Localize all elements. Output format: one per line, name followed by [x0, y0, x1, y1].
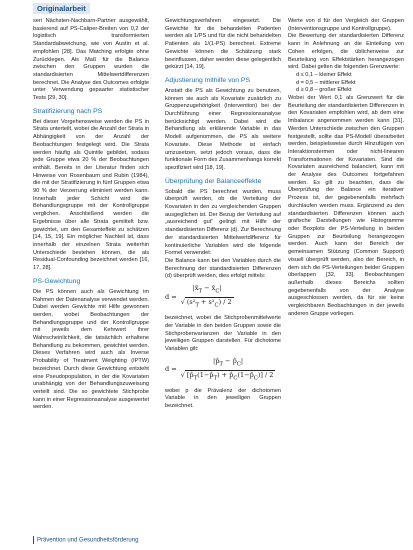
- paragraph: Werte von d für den Vergleich der Gruppen (Interventionsgruppe und Kontrollgruppe).: [288, 18, 404, 32]
- list-item: d = 0,5 – mittlerer Effekt: [296, 79, 356, 86]
- paragraph: bezeichnet, wobei die Stichprobenmittelwerte der Variable in den beiden Gruppen sowie die Stichprobenvarianzen der Variable in den jeweiligen Gruppen darstellen. Für dichotome Variablen gilt:: [165, 315, 281, 352]
- section-heading: PS-Gewichtung: [33, 277, 81, 285]
- column-3: [288, 18, 404, 318]
- paragraph: Wobei der Wert 0,1 als Grenzwert für die Beurteilung der standardisierten Differenzen in den Kovariaten empfohlen wird, ab dem eine Imbalance angenommen werden kann [31]. Werden Unterschiede zwischen den Gruppen festgestellt, sollte das PS-Modell überarbeitet werden, beispielsweise durch Hinzufügen von Interaktionstermen oder nicht-linearen Transformationen der Kovariaten. Sind die Kovariaten ausreichend balanciert, kann mit der Analyse des Outcomes fortgefahren werden. Es gilt zu beachten, dass die Überprüfung der Balance ein iterativer Prozess ist, der gegebenenfalls mehrfach durchlaufen werden muss. Ergänzend zu den standardisierten Differenzen können auch grafische Darstellungen wie Histogramme oder Boxplots der PS-Verteilung in beiden Gruppen zur Beurteilung herangezogen werden. Auch kann der Bereich der gemeinsamen Stützung (Common Support) visuell überprüft werden, also der Bereich, in dem sich die PS-Verteilungen beider Gruppen überlappen [32, 33]. Beobachtungen außerhalb dieses Bereichs sollten gegebenenfalls von der Analyse ausgeschlossen werden, da für sie keine vergleichbaren Beobachtungen in der jeweils anderen Gruppe vorliegen.: [288, 95, 404, 317]
- formula-dichotomous: d = $\frac{|p̂_T - p̂_C|}{√ [p̂_T(1-p̂_T) + p̂_C(1-p̂_C)] / 2}$: [165, 356, 274, 381]
- paragraph: Bei dieser Vorgehensweise werden die PS in Strata unterteilt, wobei die Anzahl der Strata in Abhängigkeit von der Anzahl der Beobachtungen festgelegt wird. Die Strata werden häufig als Quintile gebildet, sodass jede Gruppe etwa 20 % der Beobachtungen enthält. Bereits in der Literatur finden sich Hinweise von Rosenbaum und Rubin (1984), die mit der Stratifizierung in fünf Gruppen etwa 90 % der Verzerrung eliminiert werden kann. Innerhalb jeder Schicht wird die Behandlungsgruppe mit der Kontrollgruppe verglichen. Anschließend werden die Ergebnisse über alle Strata gemittelt bzw. gewichtet, um den Gesamteffekt zu schätzen [14, 15, 19]. Ein möglicher Nachteil ist, dass innerhalb der einzelnen Strata weiterhin Unterschiede bestehen können, die als Residual-Confounding bezeichnet werden [16, 17, 28].: [33, 118, 149, 272]
- paragraph: wobei p die Prävalenz der dichotomen Variable in den jeweiligen Gruppen bezeichnet.: [165, 387, 281, 410]
- effect-size-list: [288, 72, 404, 95]
- section-heading: Stratifizierung nach PS: [33, 107, 103, 115]
- formula-continuous: d = $\frac{|x̄_T - x̄_C|}{√ (s^2_T + s^2_C) / 2}$: [165, 284, 232, 309]
- paragraph: Anstatt die PS als Gewichtung zu benutzen, können sie auch als Kovariate zusätzlich zu Gruppenzugehörigkeit (Intervention) bei der Durchführung einer Regressionsanalyse berücksichtigt werden. Dabei wird die Behandlung als erklärende Variable in das Modell aufgenommen, die PS als weitere Kovariate. Diese Methode ist einfach umzusetzen, setzt jedoch voraus, dass die funktionale Form des Zusammenhangs korrekt spezifiziert wird [18, 19].: [165, 87, 281, 171]
- paragraph: Die Balance kann bei den Variablen durch die Berechnung der standardisierten Differenzen (d) überprüft werden, dies erfolgt mittels:: [165, 257, 281, 280]
- journal-name: Prävention und Gesundheitsförderung: [37, 537, 139, 544]
- column-2: [165, 18, 281, 411]
- page-footer: [33, 536, 138, 544]
- paragraph: Die Bewertung der standardisierten Differenz kann in Anlehnung an die Einteilung von Cohen erfolgen, die üblicherweise zur Beurteilung von Effektstärken herangezogen wird. Dabei gelten die folgenden Grenzwerte:: [288, 33, 404, 71]
- paragraph: Gewichtungsverfahren eingesetzt. Die Gewichte für die behandelten Patienten werden als 1/PS und für die nicht behandelten Patienten als 1/(1-PS) berechnet. Extreme Gewichte können die Schätzung stark beeinflussen, daher werden diese gelegentlich gekürzt [14, 19].: [165, 18, 281, 71]
- paragraph: seri Nächsten-Nachbarn-Partner ausgewählt, basierend auf PS-Caliper-Breiten von 0,2 der logistisch transformierten Standardabweichung, wie von Austin et al. empfohlen [28]. Das Matching erfolgte ohne Zurücklegen. Als Maß für die Balance zwischen den Gruppen wurden die standardisierten Mittelwertdifferenzen berechnet. Die Analyse des Outcomes erfolgte unter Verwendung gepaarter statistischer Tests [29, 30].: [33, 18, 149, 102]
- list-item: d ≤ 0,1 – kleiner Effekt: [296, 71, 352, 78]
- column-1: [33, 18, 149, 412]
- section-heading: Adjustierung mithilfe von PS: [165, 76, 251, 84]
- section-heading: Überprüfung der Balanceeffekte: [165, 177, 262, 185]
- paragraph: Die PS können auch als Gewichtung im Rahmen der Datenanalyse verwendet werden. Dabei werden Gewichte mit Hilfe gewonnen werden, wobei Beobachtungen der Behandlungsgruppe und der Kontrollgruppe mit jeweils dem Kehrwert ihrer Wahrscheinlichkeit, die tatsächlich erhaltene Behandlung zu bekommen, gewichtet werden. Dieses Verfahren wird auch als Inverse Probability of Treatment Weighting (IPTW) bezeichnet. Durch diese Gewichtung entsteht eine Pseudopopulation, in der die Kovariaten unabhängig von der Behandlungszuweisung verteilt sind. Die so gewichtete Stichprobe kann in einer Regressionsanalyse ausgewertet werden.: [33, 288, 149, 411]
- paragraph: Sobald die PS berechnet wurden, muss überprüft werden, ob die Verteilung der Kovariaten in den zu vergleichenden Gruppen ausgeglichen ist. Der Bezug der Verteilung auf „ausreichend gut“ gelingt mit Hilfe der standardisierten Differenz (d). Zur Berechnung der standardisierten Mittelwertdifferenz für kontinuierliche Variablen wird die folgende Formel verwendet:: [165, 188, 281, 257]
- footer-bar: [33, 536, 34, 544]
- list-item: d ≥ 0,8 – großer Effekt: [296, 87, 352, 94]
- section-tag: Originalarbeit: [33, 3, 90, 14]
